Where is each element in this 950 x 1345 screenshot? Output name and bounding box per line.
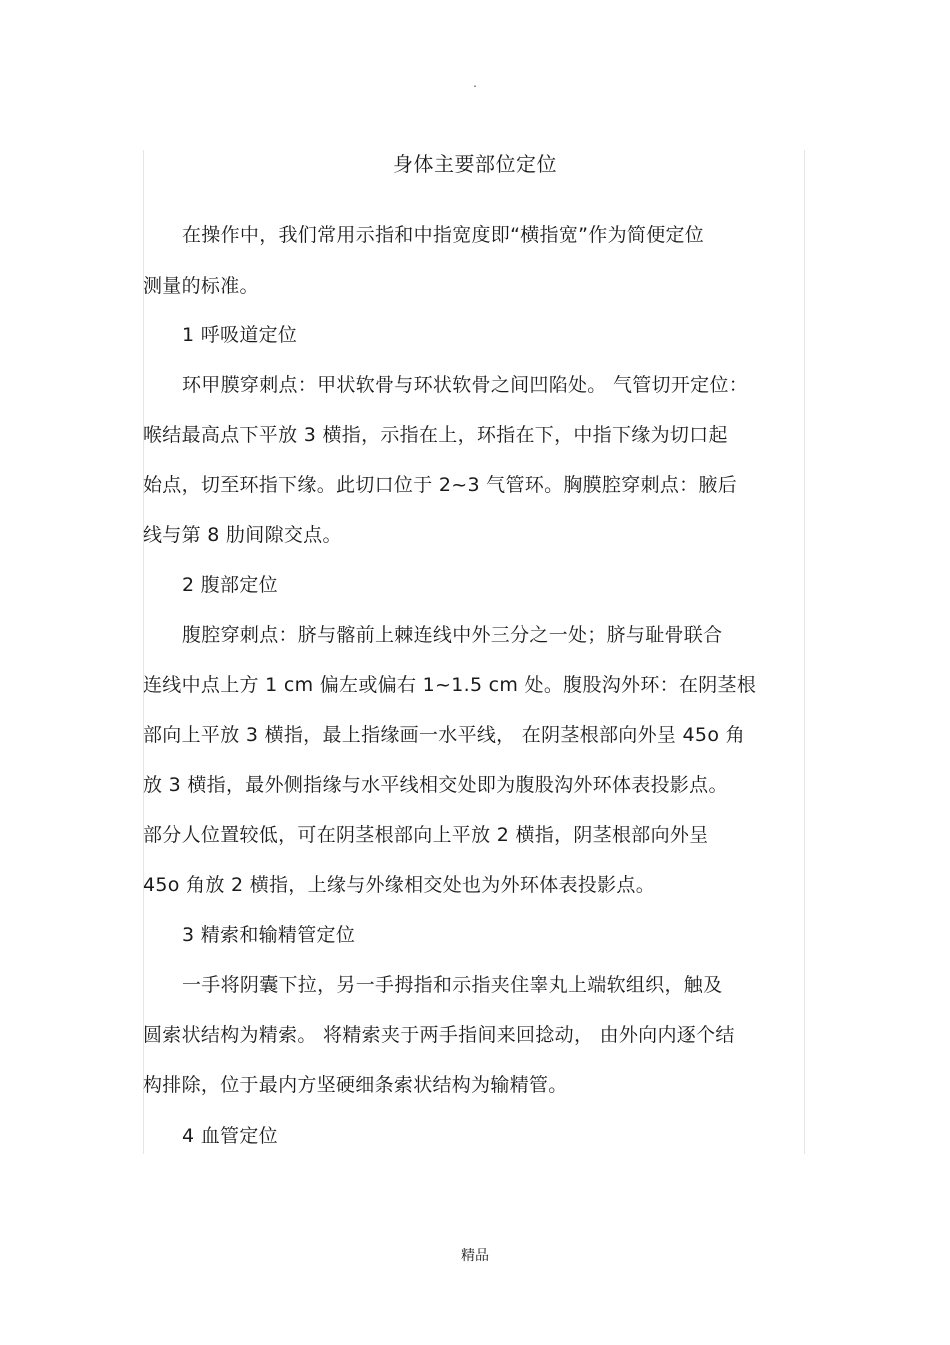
- content-frame: [143, 150, 805, 1154]
- paragraph-line: 圆索状结构为精索。 将精索夹于两手指间来回捻动， 由外向内逐个结: [143, 1024, 735, 1046]
- section-heading-spermatic-cord: 3 精索和输精管定位: [182, 924, 356, 946]
- paragraph-line: 构排除，位于最内方坚硬细条索状结构为输精管。: [143, 1074, 568, 1096]
- paragraph-line: 放 3 横指，最外侧指缘与水平线相交处即为腹股沟外环体表投影点。: [143, 774, 728, 796]
- footer-label: 精品: [461, 1248, 489, 1264]
- paragraph-line: 腹腔穿刺点：脐与髂前上棘连线中外三分之一处；脐与耻骨联合: [182, 624, 723, 646]
- section-heading-respiratory: 1 呼吸道定位: [182, 324, 298, 346]
- paragraph-line: 部向上平放 3 横指，最上指缘画一水平线， 在阴茎根部向外呈 45o 角: [143, 724, 745, 746]
- paragraph-line: 在操作中，我们常用示指和中指宽度即“横指宽”作为简便定位: [182, 224, 705, 246]
- paragraph-line: 环甲膜穿刺点：甲状软骨与环状软骨之间凹陷处。 气管切开定位：: [182, 374, 749, 396]
- paragraph-line: 测量的标准。: [143, 275, 259, 297]
- paragraph-line: 喉结最高点下平放 3 横指，示指在上，环指在下，中指下缘为切口起: [143, 424, 728, 446]
- paragraph-line: 始点，切至环指下缘。此切口位于 2~3 气管环。胸膜腔穿刺点：腋后: [143, 474, 738, 496]
- header-mark: .: [473, 76, 477, 90]
- paragraph-line: 连线中点上方 1 cm 偏左或偏右 1~1.5 cm 处。腹股沟外环：在阴茎根: [143, 674, 757, 696]
- paragraph-line: 45o 角放 2 横指，上缘与外缘相交处也为外环体表投影点。: [143, 874, 656, 896]
- document-title: 身体主要部位定位: [393, 152, 557, 176]
- section-heading-abdomen: 2 腹部定位: [182, 574, 278, 596]
- paragraph-line: 线与第 8 肋间隙交点。: [143, 524, 342, 546]
- paragraph-line: 部分人位置较低，可在阴茎根部向上平放 2 横指，阴茎根部向外呈: [143, 824, 709, 846]
- section-heading-vessels: 4 血管定位: [182, 1125, 278, 1147]
- paragraph-line: 一手将阴囊下拉，另一手拇指和示指夹住睾丸上端软组织，触及: [182, 974, 723, 996]
